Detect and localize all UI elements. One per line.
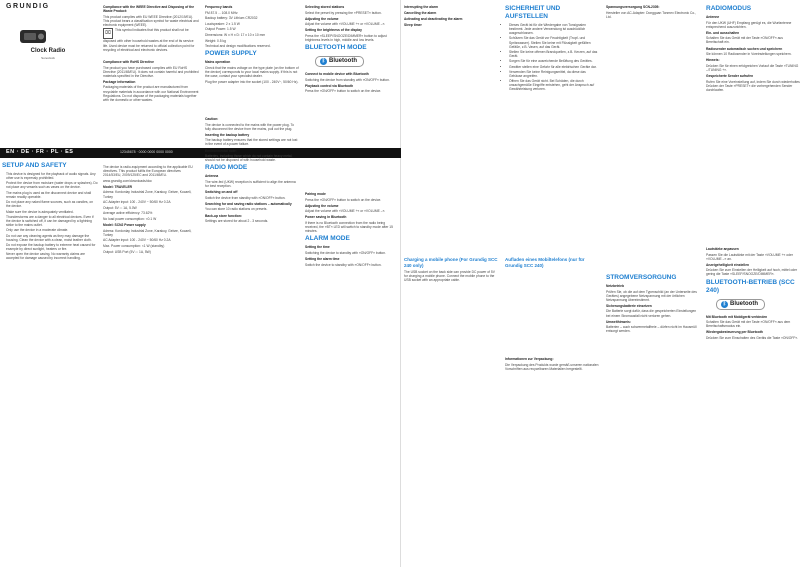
time-body: Switching the device to standby with »ON/OFF« button. [305, 250, 386, 255]
specs-section [205, 3, 300, 85]
de-safety-section [505, 3, 600, 93]
spec-output: Output Power: 1.5 W [205, 27, 236, 32]
bt-heading: BLUETOOTH MODE [305, 44, 367, 52]
rohs-heading: Compliance with RoHS Directive [103, 60, 154, 64]
alarm-mode-heading: ALARM MODE [305, 235, 350, 243]
bt-vol-heading: Adjusting the volume [305, 203, 339, 208]
bt-off-body: If there is no Bluetooth connection from the radio being received, the »BT« LED will switch to standby mode after 15 minutes. [305, 220, 393, 234]
compliance-heading: Compliance with the WEEE Directive and Disposing of the Waste Product: [103, 5, 195, 14]
setup-section [2, 160, 98, 262]
setup-item: • This device is designed for the playback of audio signals. Any other use is expressly prohibited. [6, 172, 98, 180]
bluetooth-logo: ᛒ Bluetooth [315, 56, 364, 67]
de-bt-conn-heading: Mit Bluetooth mit Mobilgerät verbinden [706, 314, 768, 319]
bt-vol-body: Adjust the volume with »VOLUME +« or »VOLUME –«. [305, 209, 386, 214]
de-bt-play-heading: Wiedergabesteuerung per Bluetooth [706, 330, 763, 335]
de-safety-item: • Dieses Gerät ist für die Wiedergabe von Tonsignalen bestimmt. Jede andere Verwendung ist ausdrücklich ausgeschlossen. [509, 23, 600, 35]
de-search-heading: Radiosender automatisch suchen und speichern [706, 46, 783, 51]
compliance-body: This product complies with EU WEEE Directive (2012/19/EU). This product bears a classification symbol for waste electrical and electronic equipment (WEEE). [103, 14, 199, 27]
spec-dims: Dimensions: W x H x D: 17 x 10 x 10 mm [205, 32, 266, 37]
package-body: Packaging materials of the product are manufactured from recyclable materials in accordance with our National Environment Regulations. Do not dispose of the packaging materials together with the domestic or other wastes. [103, 85, 199, 102]
de-bright-heading: Anzeigehelligkeit einstellen [706, 262, 750, 267]
spec-speakers: Loudspeaker: 2 x 1.5 W [205, 21, 240, 26]
onoff-heading: Switching on and off [205, 190, 238, 195]
charging-section [404, 255, 499, 283]
de-backup-body: Die Batterie sorgt dafür, dass die gespeicherten Einstellungen bei einem Stromausfall nicht verloren gehen. [606, 309, 697, 318]
power-lower-section [205, 115, 300, 225]
alarm-continued-section [404, 3, 499, 29]
de-vol-body: Passen Sie die Lautstärke mit der Taste »VOLUME +« oder »VOLUME –« an. [706, 252, 793, 261]
pairing-body: Press the »ON/OFF« button to switch on the device. [305, 197, 382, 202]
declaration-url: www.grundig.com/downloads/doc [103, 178, 152, 183]
de-onoff-body: Schalten Sie das Gerät mit der Taste »ON/OFF« aus Bereitschaft ein. [706, 36, 783, 45]
de-antenna-heading: Antenne [706, 15, 720, 19]
de-safety-item: • Stellen Sie keine offenen Brandquellen, z.B. Kerzen, auf das Gerät. [509, 50, 600, 58]
power-heading: POWER SUPPLY [205, 50, 257, 58]
manuf-address-2: Adress: Kordonlay Industrial Zone, Karakoy, Gebze, Kocaeli, Turkey [103, 228, 192, 237]
de-safety-item: • Sorgen Sie für eine ausreichende Belüftung des Gerätes. [509, 59, 600, 63]
package-heading: Package information [103, 79, 136, 84]
onoff-body: Switch the device from standby with »ON/OFF« button. [205, 195, 286, 200]
alarm-top-section [305, 3, 399, 95]
declaration-body: The device is radio-equipment according to the applicable EU directives. This product fulfils the European directives 2014/53/EU, 2009/125/EC and 2011/65/EU. [103, 165, 193, 178]
de-mains-heading: Netzbetrieb [606, 284, 624, 288]
de-onoff-heading: Ein- und ausschalten [706, 30, 740, 35]
de-env-body: Batterien – auch schwermetallfreie – dürfen nicht im Hausmüll entsorgt werden. [606, 325, 697, 334]
de-usb-heading: Aufladen eines Mobiltelefons (nur für Grundig SCC 240) [505, 257, 585, 268]
document-id: 12345678 · 0000 0000 0000 0000 [120, 150, 173, 154]
de-radio-section [706, 3, 800, 93]
manuf-pow: Max. Power consumption: <1 W (standby) [103, 243, 165, 248]
model-label: Model: TRAVELER [103, 184, 133, 189]
de-hint-body: Drücken Sie für einen erfolgreichen Vorlauf die Taste »TUNING –/TUNING +«. [706, 63, 799, 72]
setup-item: • Thunderstorms are a danger to all electrical devices. Even if the device is switched off, it can be damaged by a lightning strike to the mains outlet. [6, 215, 98, 227]
activate-heading: Activating and deactivating the alarm [404, 17, 463, 22]
de-bright-body: Drücken Sie zum Einstellen der Helligkeit auf hoch, mittel oder gering die Taste »SLEEP/SNOOZE/DIMMER«. [706, 268, 798, 277]
caution-body: The device is connected to the mains with the power plug. To fully disconnect the device from the mains, pull out the plug. [205, 122, 295, 131]
cover-title: Clock Radio [30, 48, 66, 54]
setup-item: • Protect the device from moisture (water drops or splashes). Do not place any vessels such as vases on the device. [6, 181, 98, 189]
de-safety-item: • Gewitter stellen eine Gefahr für alle elektrischen Geräte dar. [509, 65, 600, 69]
de-manuf-section [606, 3, 701, 20]
manuf-noload: No load power consumption: <0.1 W [103, 216, 157, 221]
de-manuf-heading: Spannungsversorgung SCN-2305: [606, 5, 660, 9]
brand-logo: GRUNDIG [6, 3, 50, 10]
mains-heading: Mains operation [205, 60, 231, 65]
de-safety-list [505, 23, 600, 92]
de-vol-heading: Lautstärke anpassen [706, 247, 739, 251]
de-info-body: Die Verpackung des Produkts wurde gemäß unseren nationalen Vorschriften aus recycelbaren Materialien hergestellt. [505, 362, 599, 371]
de-bluetooth-logo: ᛒ Bluetooth [716, 299, 765, 310]
de-power-section [606, 272, 701, 335]
manuf-input: AC Adapter input: 100 - 240V ~ 50/60 Hz 0.2A [103, 200, 171, 205]
backstore-body: Settings are stored for about 2 - 3 seconds. [205, 219, 269, 224]
freq-heading: Frequency bands [205, 5, 233, 9]
declaration-section [103, 165, 199, 255]
setup-item: • Do not use any cleaning agents as they may damage the housing. Clean the device with a clean, moist leather cloth. [6, 234, 98, 242]
backup-body: The backup battery ensures that the stored settings are not lost in the event of a power failure. [205, 138, 298, 147]
spec-weight: Weight: 0.5 kg [205, 38, 227, 43]
env-body: Batteries, including those which do not contain heavy metal, should not be disposed of with household waste. [205, 154, 293, 163]
weee-note: This symbol indicates that this product shall not be disposed with other household wastes at the end of its service life. Used device must be returned to official collection point for recycling of electrical and electronic devices. [103, 28, 195, 52]
backstore-heading: Back-up store function: [205, 213, 242, 218]
clock-radio-icon [18, 26, 48, 46]
de-hint-heading: Hinweis: [706, 58, 720, 63]
spec-fm: FM 87.5 ... 108.0 MHz [205, 10, 238, 15]
setup-list [2, 172, 98, 260]
manuf-output: Output: 5V ⎓ 1A, 5.0W [103, 205, 137, 210]
de-bt-play-body: Drücken Sie zum Einschalten des Geräts die Taste »ON/OFF«. [706, 335, 799, 340]
de-bt-section [706, 245, 800, 342]
de-info-section [505, 355, 600, 372]
rohs-body: The product you have purchased complies with EU RoHS Directive (2011/65/EU). It does not contain harmful and prohibited materials specified in the Directive. [103, 65, 199, 78]
weee-bin-icon: ⌧ [103, 28, 113, 39]
setup-item: • Make sure the device is adequately ventilated. [6, 210, 98, 214]
compliance-section [103, 3, 199, 53]
bt-playback-body: Press the »ON/OFF« button to switch on the device. [305, 89, 382, 94]
cover-panel [0, 0, 96, 148]
de-antenna-body: Für den UKW (UHF) Empfang genügt es, die Wurfantenne entsprechend auszurichten. [706, 20, 792, 29]
bt-connect-body: Switching the device from standby with »ON/OFF« button. [305, 77, 390, 82]
backup-heading: Inserting the backup battery [205, 132, 250, 137]
de-mains-body: Prüfen Sie, ob die auf dem Typenschild (an der Unterseite des Gerätes) angegebene Netzspannung mit der örtlichen Netzspannung übereinstimmt. [606, 289, 697, 302]
de-bt-conn-body: Schalten Sie das Gerät mit der Taste »ON/OFF« aus dem Bereitschaftsmodus ein. [706, 320, 791, 329]
de-safety-item: • Verwenden Sie keine Reinigungsmittel, da diese das Gehäuse angreifen. [509, 70, 600, 78]
spec-battery: Backup battery: 3V Lithium CR2032 [205, 16, 258, 21]
radio-heading: RADIO MODE [205, 164, 248, 172]
de-env-heading: Umwelthinweis: [606, 319, 631, 324]
spec-note: Technical and design modifications reserved. [205, 44, 271, 49]
de-manuf-body: Hersteller von AC-Adapter: Dongguan Tonmex Electronic Co., Ltd. [606, 10, 697, 19]
interrupt-heading: Interrupting the alarm [404, 5, 439, 9]
bright-body: Press the »SLEEP/SNOOZE/DIMMER« button to adjust brightness levels in high, middle and low levels. [305, 33, 387, 43]
select-body: Select the preset by pressing the »PRESET« button. [305, 10, 382, 15]
manuf-usb: Output: USB Port (5V ⎓ 1A, 5W) [103, 249, 151, 254]
bluetooth-icon: ᛒ [722, 300, 726, 307]
de-usb-section [505, 255, 600, 270]
pairing-heading: Pairing mode [305, 192, 326, 196]
bt-lower-section [305, 190, 399, 268]
model2-label: Model: SCN2 Power supply [103, 223, 146, 228]
de-search-body: Sie können 10 Radiosender in Voreinstellungen speichern. [706, 52, 792, 57]
de-bt-heading: BLUETOOTH-BETRIEB (SCC 240) [706, 278, 795, 294]
cover-subtitle: Sonoclock [41, 56, 55, 60]
charging-heading: Charging a mobile phone (For Grundig SCC 240 only) [404, 257, 498, 268]
time-heading: Setting the time [305, 245, 330, 250]
setup-item: • Never open the device casing. No warranty claims are accepted for damage caused by incorrect handling. [6, 252, 98, 260]
vol-body: Adjust the volume with »VOLUME +« or »VOLUME –«. [305, 22, 386, 27]
de-safety-heading: SICHERHEIT UND AUFSTELLEN [505, 5, 561, 20]
antenna-heading: Antenna [205, 174, 219, 179]
setup-item: • Do not expose the backup battery to extreme heat caused for example by direct sunlight, heaters or fire. [6, 243, 98, 251]
search-heading: Searching for and saving radio stations – automatically [205, 201, 292, 206]
search-body: You can store 10 radio stations on presets. [205, 207, 268, 212]
caution-heading: Caution: [205, 117, 219, 121]
antenna-body: The wire-fed (UKW) reception is sufficient to align the antenna for best reception. [205, 179, 296, 189]
sleep-heading: Sleep timer [404, 23, 422, 28]
language-codes: EN · DE · FR · PL · ES [6, 149, 74, 155]
env-heading: Environmental note: [205, 148, 237, 153]
de-power-heading: STROMVERSORGUNG [606, 274, 677, 281]
bt-connect-heading: Connect to mobile device with Bluetooth [305, 72, 369, 77]
de-radio-heading: RADIOMODUS [706, 5, 752, 12]
de-safety-item: • Öffnen Sie das Gerät nicht. Bei Schäden, die durch unsachgemäße Eingriffe entstehen, geht der Anspruch auf Gewährleistung verloren. [509, 79, 600, 91]
manuf-address: Adress: Kordonlay Industrial Zone, Karakoy, Gebze, Kocaeli, Turkey [103, 190, 192, 199]
page-german [401, 0, 802, 567]
de-info-heading: Informationen zur Verpackung: [505, 357, 554, 361]
setup-heading: SETUP AND SAFETY [2, 162, 67, 169]
de-select-body: Rufen Sie eine Voreinstellung auf, indem Sie durch wiederholtes Drücken der Taste »PRESET« die vorhergehenden Sender durchlaufen. [706, 79, 800, 92]
de-select-heading: Gespeicherte Sender aufrufen [706, 74, 754, 79]
de-safety-item: • Schützen Sie das Gerät vor Feuchtigkeit (Tropf- und Spritzwasser). Stellen Sie keine mit Flüssigkeit gefüllten Gefäße, z.B. Vasen, auf das Gerät. [509, 36, 600, 48]
mains-step: Plug the power adapter into the socket (100 - 240V~, 50/60 Hz). [205, 79, 299, 84]
rohs-section [103, 58, 199, 103]
bt-off-heading: Power saving in Bluetooth [305, 215, 347, 220]
manuf-eff: Average active efficiency: 73.62% [103, 211, 153, 216]
mains-body: Check that the mains voltage on the type plate (on the bottom of the device) corresponds to your local mains supply. If this is not the case, contact your specialist dealer. [205, 65, 299, 79]
bluetooth-icon: ᛒ [321, 58, 325, 65]
setup-item: • The mains plug is used as the disconnect device and shall remain readily operable. [6, 191, 98, 199]
select-heading: Selecting stored stations [305, 5, 345, 9]
vol-heading: Adjusting the volume [305, 16, 339, 21]
cancel-heading: Cancelling the alarm [404, 11, 437, 16]
charging-body: The USB socket on the back side can provide DC power of 5V for charging a mobile phone. Connect the mobile phone to the USB socket with an appropriate cable. [404, 269, 495, 282]
de-backup-heading: Sicherungsbatterie einsetzen [606, 303, 652, 308]
bright-heading: Setting the brightness of the display [305, 28, 362, 33]
language-bar [0, 148, 401, 158]
setup-item: • Only use the device in a moderate climate. [6, 228, 98, 232]
alarm-time-body: Switch the device to standby with »ON/OFF« button. [305, 262, 382, 267]
manuf-input-2: AC Adapter input: 100 - 240V ~ 50/60 Hz 0.2A [103, 238, 171, 243]
alarm-time-heading: Setting the alarm time [305, 256, 340, 261]
bt-playback-heading: Playback control via Bluetooth [305, 83, 354, 88]
setup-item: • Do not place any naked flame sources, such as candles, on the device. [6, 200, 98, 208]
